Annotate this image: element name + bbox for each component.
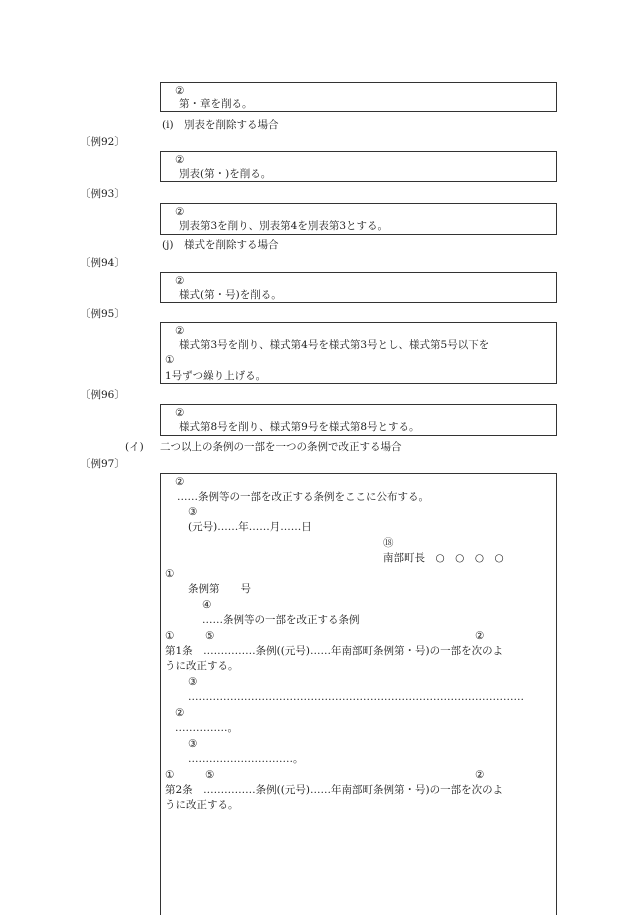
box-text: 別表(第・)を削る。 xyxy=(179,168,272,180)
example-label-96: 〔例96〕 xyxy=(80,389,125,401)
marker: ⑤ xyxy=(205,769,215,781)
marker: ② xyxy=(175,476,185,488)
promulgation-text: ……条例等の一部を改正する条例をここに公布する。 xyxy=(177,491,429,503)
heading-i: (i) 別表を削除する場合 xyxy=(162,119,279,131)
example-box-appendix-renumber xyxy=(160,203,557,235)
marker: ③ xyxy=(188,506,198,518)
example-box-chapter-delete xyxy=(160,82,557,112)
heading-j: (j) 様式を削除する場合 xyxy=(162,239,279,251)
marker: ② xyxy=(175,206,185,218)
dots-line: …………………………………………………………………………………… xyxy=(188,691,524,703)
example-label-92: 〔例92〕 xyxy=(80,136,125,148)
ordinance-number: 条例第 号 xyxy=(188,583,251,595)
heading-i2-marker: (イ) xyxy=(125,441,144,453)
marker: ⑱ xyxy=(383,537,394,549)
ordinance-title: ……条例等の一部を改正する条例 xyxy=(202,614,360,626)
marker: ③ xyxy=(188,676,198,688)
box-text: 様式第8号を削り、様式第9号を様式第8号とする。 xyxy=(179,421,420,433)
example-label-97: 〔例97〕 xyxy=(80,458,125,470)
marker: ② xyxy=(175,707,185,719)
marker: ③ xyxy=(188,738,198,750)
dots-line: …………………………。 xyxy=(188,753,304,765)
article-1: 第1条 ……………条例((元号)……年南部町条例第・号)の一部を次のよ xyxy=(165,645,504,657)
marker: ② xyxy=(475,769,485,781)
marker: ④ xyxy=(202,599,212,611)
box-text: 1号ずつ繰り上げる。 xyxy=(165,370,267,382)
article-2-cont: うに改正する。 xyxy=(165,799,239,811)
box-text: 様式(第・号)を削る。 xyxy=(179,289,282,301)
example-label-93: 〔例93〕 xyxy=(80,188,125,200)
heading-i2-text: 二つ以上の条例の一部を一つの条例で改正する場合 xyxy=(160,441,402,453)
marker: ② xyxy=(175,275,185,287)
example-label-95: 〔例95〕 xyxy=(80,308,125,320)
box-text: 様式第3号を削り、様式第4号を様式第3号とし、様式第5号以下を xyxy=(179,339,490,351)
example-box-form-renumber-single xyxy=(160,404,557,436)
marker: ② xyxy=(175,85,185,97)
marker: ① xyxy=(165,630,175,642)
example-box-multi-amend xyxy=(160,473,557,915)
dots-line: ……………。 xyxy=(175,722,238,734)
box-text: 別表第3を削り、別表第4を別表第3とする。 xyxy=(179,220,389,232)
date-line: (元号)……年……月……日 xyxy=(188,521,312,533)
marker: ② xyxy=(475,630,485,642)
marker: ② xyxy=(175,325,185,337)
example-box-form-renumber xyxy=(160,322,557,384)
article-2: 第2条 ……………条例((元号)……年南部町条例第・号)の一部を次のよ xyxy=(165,784,504,796)
box-text: 第・章を削る。 xyxy=(179,98,253,110)
mayor-signature: 南部町長 ○ ○ ○ ○ xyxy=(383,552,504,564)
marker: ② xyxy=(175,407,185,419)
marker: ① xyxy=(165,354,175,366)
marker: ① xyxy=(165,568,175,580)
example-label-94: 〔例94〕 xyxy=(80,257,125,269)
example-box-appendix-delete xyxy=(160,151,557,182)
marker: ② xyxy=(175,154,185,166)
marker: ① xyxy=(165,769,175,781)
example-box-form-delete xyxy=(160,272,557,303)
article-1-cont: うに改正する。 xyxy=(165,660,239,672)
marker: ⑤ xyxy=(205,630,215,642)
